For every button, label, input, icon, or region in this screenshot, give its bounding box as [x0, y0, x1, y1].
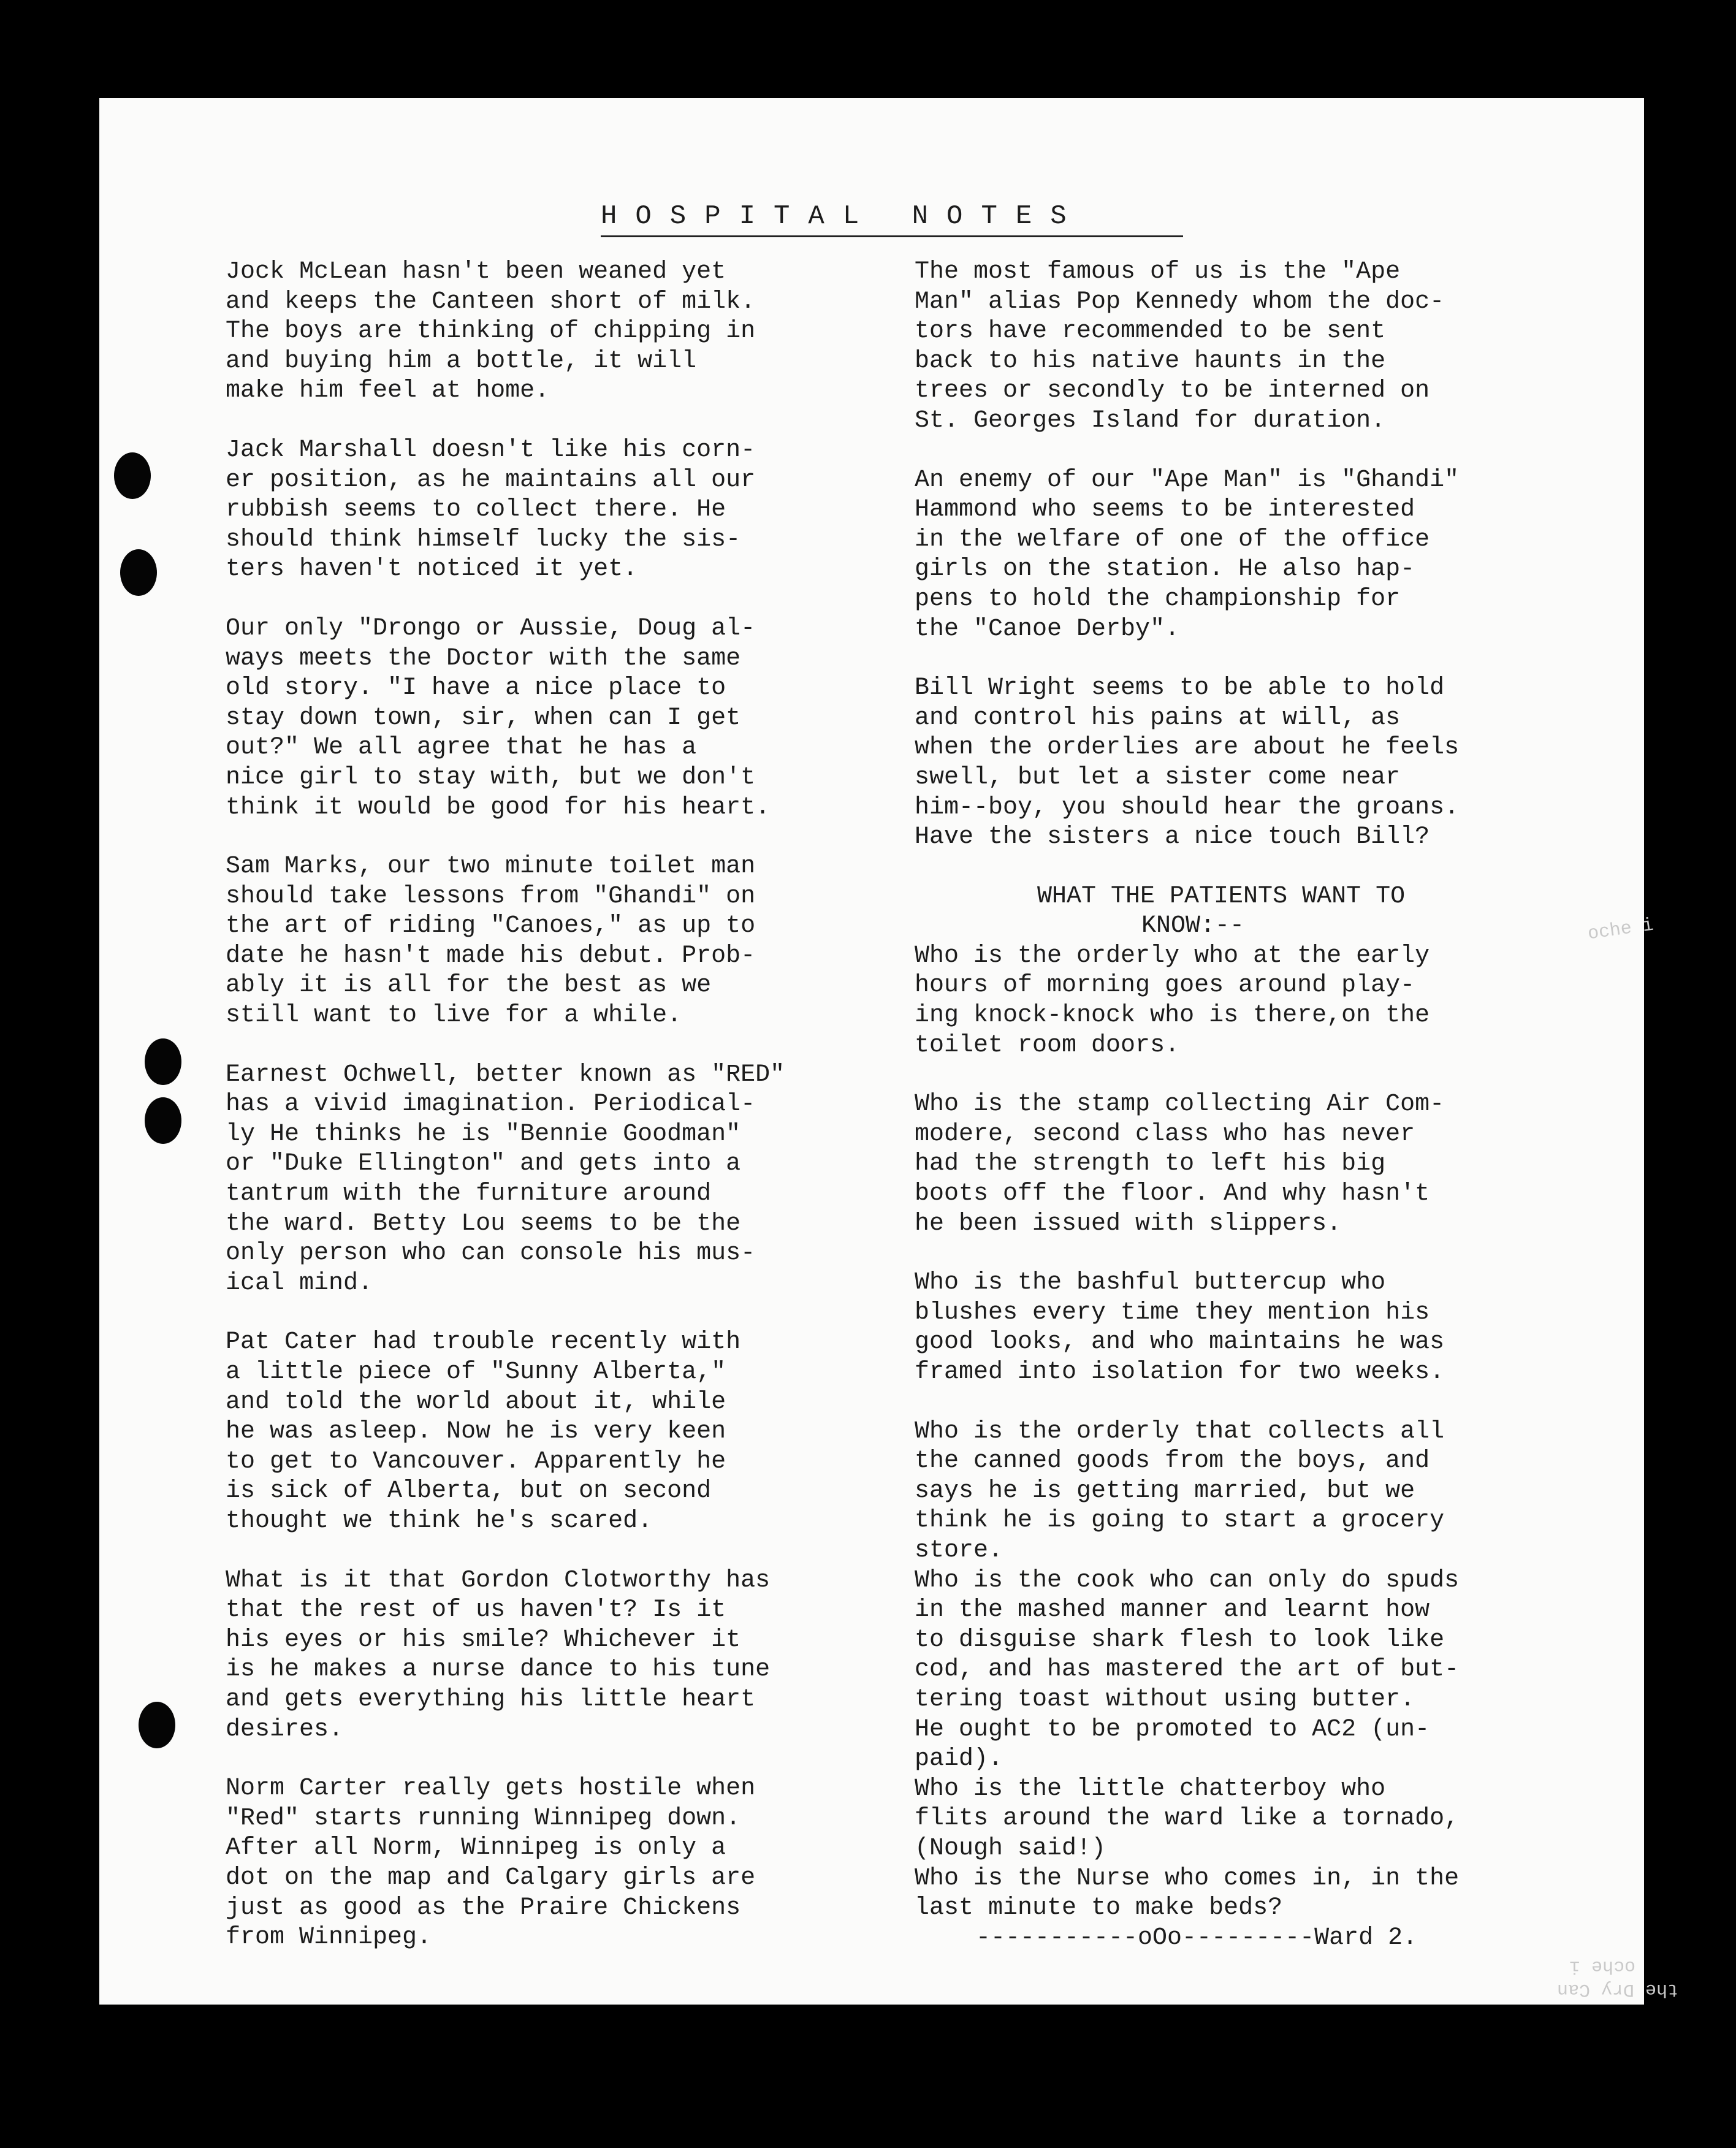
- paragraph-earnest-ochwell: Earnest Ochwell, better known as "RED" has a vivid imagination. Periodical- ly He thinks he is "Bennie Goodman" or "Duke Ellington" and gets into a tantrum with the furniture around the ward. Betty Lou seems to be the only person who can console his mus- ical mind.: [226, 1061, 785, 1297]
- paragraph-jock-mclean: Jock McLean hasn't been weaned yet and keeps the Canteen short of milk. The boys are thinking of chipping in and buying him a bottle, it will make him feel at home.: [226, 258, 756, 405]
- punch-hole-5: [139, 1702, 175, 1748]
- question-stamp-collector: Who is the stamp collecting Air Com- modere, second class who has never had the strength to left his big boots off the floor. And why hasn't he been issued with slippers.: [915, 1091, 1445, 1238]
- paragraph-norm-carter: Norm Carter really gets hostile when "Red" starts running Winnipeg down. After all Norm, Winnipeg is only a dot on the map and Calgary girls are just as good as the Praire Chickens from Winnipeg.: [226, 1775, 756, 1952]
- punch-hole-4: [145, 1097, 181, 1144]
- left-column: [226, 257, 912, 1982]
- right-column: [915, 257, 1595, 1953]
- page-title: HOSPITAL NOTES: [601, 201, 1085, 232]
- paragraph-jack-marshall: Jack Marshall doesn't like his corn- er position, as he maintains all our rubbish seems to collect there. He should think himself lucky the sis- ters haven't noticed it yet.: [226, 436, 756, 584]
- paragraph-gordon-clotworthy: What is it that Gordon Clotworthy has that the rest of us haven't? Is it his eyes or his smile? Whichever it is he makes a nurse dance to his tune and gets everything his little heart desires.: [226, 1566, 771, 1743]
- paragraph-doug: Our only "Drongo or Aussie, Doug al- ways meets the Doctor with the same old story. "I have a nice place to stay down town, sir, when can I get out?" We all agree that he has a nice girl to stay with, but we don't think it would be good for his heart.: [226, 614, 771, 821]
- question-orderly-knock: Who is the orderly who at the early hours of morning goes around play- ing knock-knock who is there,on the toilet room doors.: [915, 942, 1430, 1059]
- question-nurse-beds: Who is the Nurse who comes in, in the last minute to make beds?: [915, 1864, 1460, 1922]
- title-underline: [601, 235, 1183, 237]
- paragraph-bill-wright: Bill Wright seems to be able to hold and control his pains at will, as when the orderlies are about he feels swell, but let a sister come near him--boy, you should hear the groans. Have the sisters a nice touch Bill?: [915, 674, 1460, 851]
- question-canned-goods: Who is the orderly that collects all the canned goods from the boys, and says he is getting married, but we think he is going to start a grocery store.: [915, 1417, 1445, 1564]
- paragraph-ape-man: The most famous of us is the "Ape Man" alias Pop Kennedy whom the doc- tors have recommended to be sent back to his native haunts in the trees or secondly to be interned on St. Georges Island for duration.: [915, 258, 1445, 435]
- punch-hole-3: [145, 1038, 181, 1085]
- section-heading-want-to-know: WHAT THE PATIENTS WANT TO KNOW:--: [1037, 882, 1406, 940]
- punch-hole-2: [120, 549, 157, 596]
- question-cook: Who is the cook who can only do spuds in the mashed manner and learnt how to disguise shark flesh to look like cod, and has mastered the art of but- tering toast without using butter. He ought to be promoted to AC2 (un- paid).: [915, 1566, 1460, 1773]
- paragraph-sam-marks: Sam Marks, our two minute toilet man should take lessons from "Ghandi" on the art of riding "Canoes," as up to date he hasn't made his debut. Prob- ably it is all for the best as we still want to live for a while.: [226, 853, 756, 1030]
- punch-hole-1: [114, 452, 151, 499]
- signoff: -----------oOo---------Ward 2.: [976, 1924, 1418, 1952]
- question-chatterboy: Who is the little chatterboy who flits around the ward like a tornado, (Nough said!): [915, 1775, 1460, 1862]
- paragraph-pat-cater: Pat Cater had trouble recently with a little piece of "Sunny Alberta," and told the world about it, while he was asleep. Now he is very keen to get to Vancouver. Apparently he is sick of Alberta, but on second thought we think he's scared.: [226, 1328, 741, 1535]
- question-bashful-buttercup: Who is the bashful buttercup who blushes every time they mention his good looks, and who maintains he was framed into isolation for two weeks.: [915, 1269, 1445, 1386]
- paragraph-ghandi-hammond: An enemy of our "Ape Man" is "Ghandi" Hammond who seems to be interested in the welfare of one of the office girls on the station. He also hap- pens to hold the championship for the "Canoe Derby".: [915, 466, 1460, 643]
